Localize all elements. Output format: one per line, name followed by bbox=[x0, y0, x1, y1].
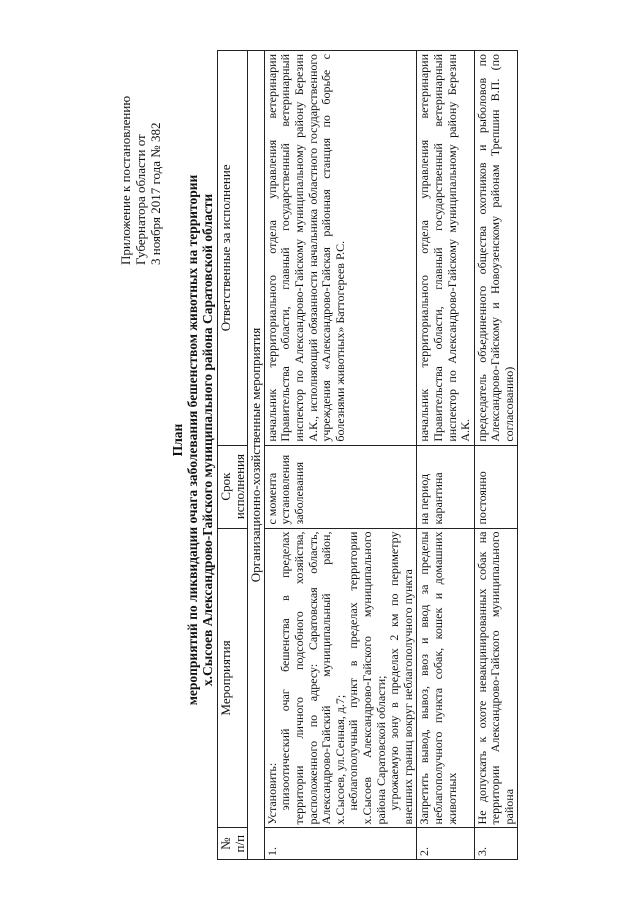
responsible-cell: начальник территориального отдела управления ветеринарии Правительства области, главный государственный ветеринарный инспектор по Александрово-Гайскому муниципальному району Березин А.К. bbox=[417, 51, 474, 446]
measure-paragraph: эпизоотический очаг бешенства в пределах территории личного подсобного хозяйства, расположенного по адресу: Саратовская область, Александрово-Гайский муниципальный район, х.Сысоев, ул.Сенная, д.7; bbox=[278, 531, 347, 825]
measures-table bbox=[217, 50, 518, 860]
annex-note bbox=[118, 35, 163, 265]
term-cell: с момента установления заболевания bbox=[264, 445, 417, 528]
section-row bbox=[248, 51, 265, 860]
row-number: 1. bbox=[264, 828, 417, 860]
measure-paragraph: неблагополучный пункт в пределах территории х.Сысоев Александрово-Гайского муниципального района Саратовской области; bbox=[346, 531, 388, 825]
annex-line-3: 3 ноября 2017 года № 382 bbox=[148, 122, 163, 265]
measure-cell: Не допускать к охоте невакцинированных собак на территории Александрово-Гайского муниципального района bbox=[474, 528, 518, 828]
annex-line-1: Приложение к постановлению bbox=[118, 95, 133, 265]
table-row bbox=[417, 51, 474, 860]
responsible-cell: начальник территориального отдела управления ветеринарии Правительства области, главный государственный ветеринарный инспектор по Александрово-Гайскому муниципальному району Березин А.К., исполняющий обязанности начальника областного государственного учреждения «Александрово-Гайская районная станция по борьбе с болезнями животных» Баттогереев Р.С. bbox=[264, 51, 417, 446]
header-responsible: Ответственные за исполнение bbox=[218, 51, 248, 446]
header-number: № п/п bbox=[218, 828, 248, 860]
header-term: Срок исполнения bbox=[218, 445, 248, 528]
header-measures: Мероприятия bbox=[218, 528, 248, 828]
term-cell: на период карантина bbox=[417, 445, 474, 528]
measure-paragraph: Установить: bbox=[264, 762, 279, 825]
row-number: 3. bbox=[474, 828, 518, 860]
document-title bbox=[170, 45, 215, 835]
measure-cell bbox=[264, 528, 417, 828]
title-plan: План bbox=[170, 423, 185, 457]
row-number: 2. bbox=[417, 828, 474, 860]
measure-paragraph: угрожаемую зону в пределах 2 км по периметру внешних границ вокруг неблагополучного пункта bbox=[387, 531, 415, 825]
measure-cell: Запретить вывод, вывоз, ввоз и ввод за пределы неблагополучного пункта собак, кошек и домашних животных bbox=[417, 528, 474, 828]
title-line-2: мероприятий по ликвидации очага заболевания бешенством животных на территории bbox=[185, 174, 200, 706]
table-row bbox=[474, 51, 518, 860]
title-line-3: х.Сысоев Александрово-Гайского муниципального района Саратовской области bbox=[200, 193, 215, 687]
section-title: Организационно-хозяйственные мероприятия bbox=[248, 51, 265, 860]
responsible-cell: председатель объединенного общества охотников и рыболовов по Александрово-Гайскому и Новоузенскому районам Трепшин В.П. (по согласованию) bbox=[474, 51, 518, 446]
term-cell: постоянно bbox=[474, 445, 518, 528]
annex-line-2: Губернатора области от bbox=[133, 134, 148, 265]
table-header-row bbox=[218, 51, 248, 860]
table-row bbox=[264, 51, 417, 860]
